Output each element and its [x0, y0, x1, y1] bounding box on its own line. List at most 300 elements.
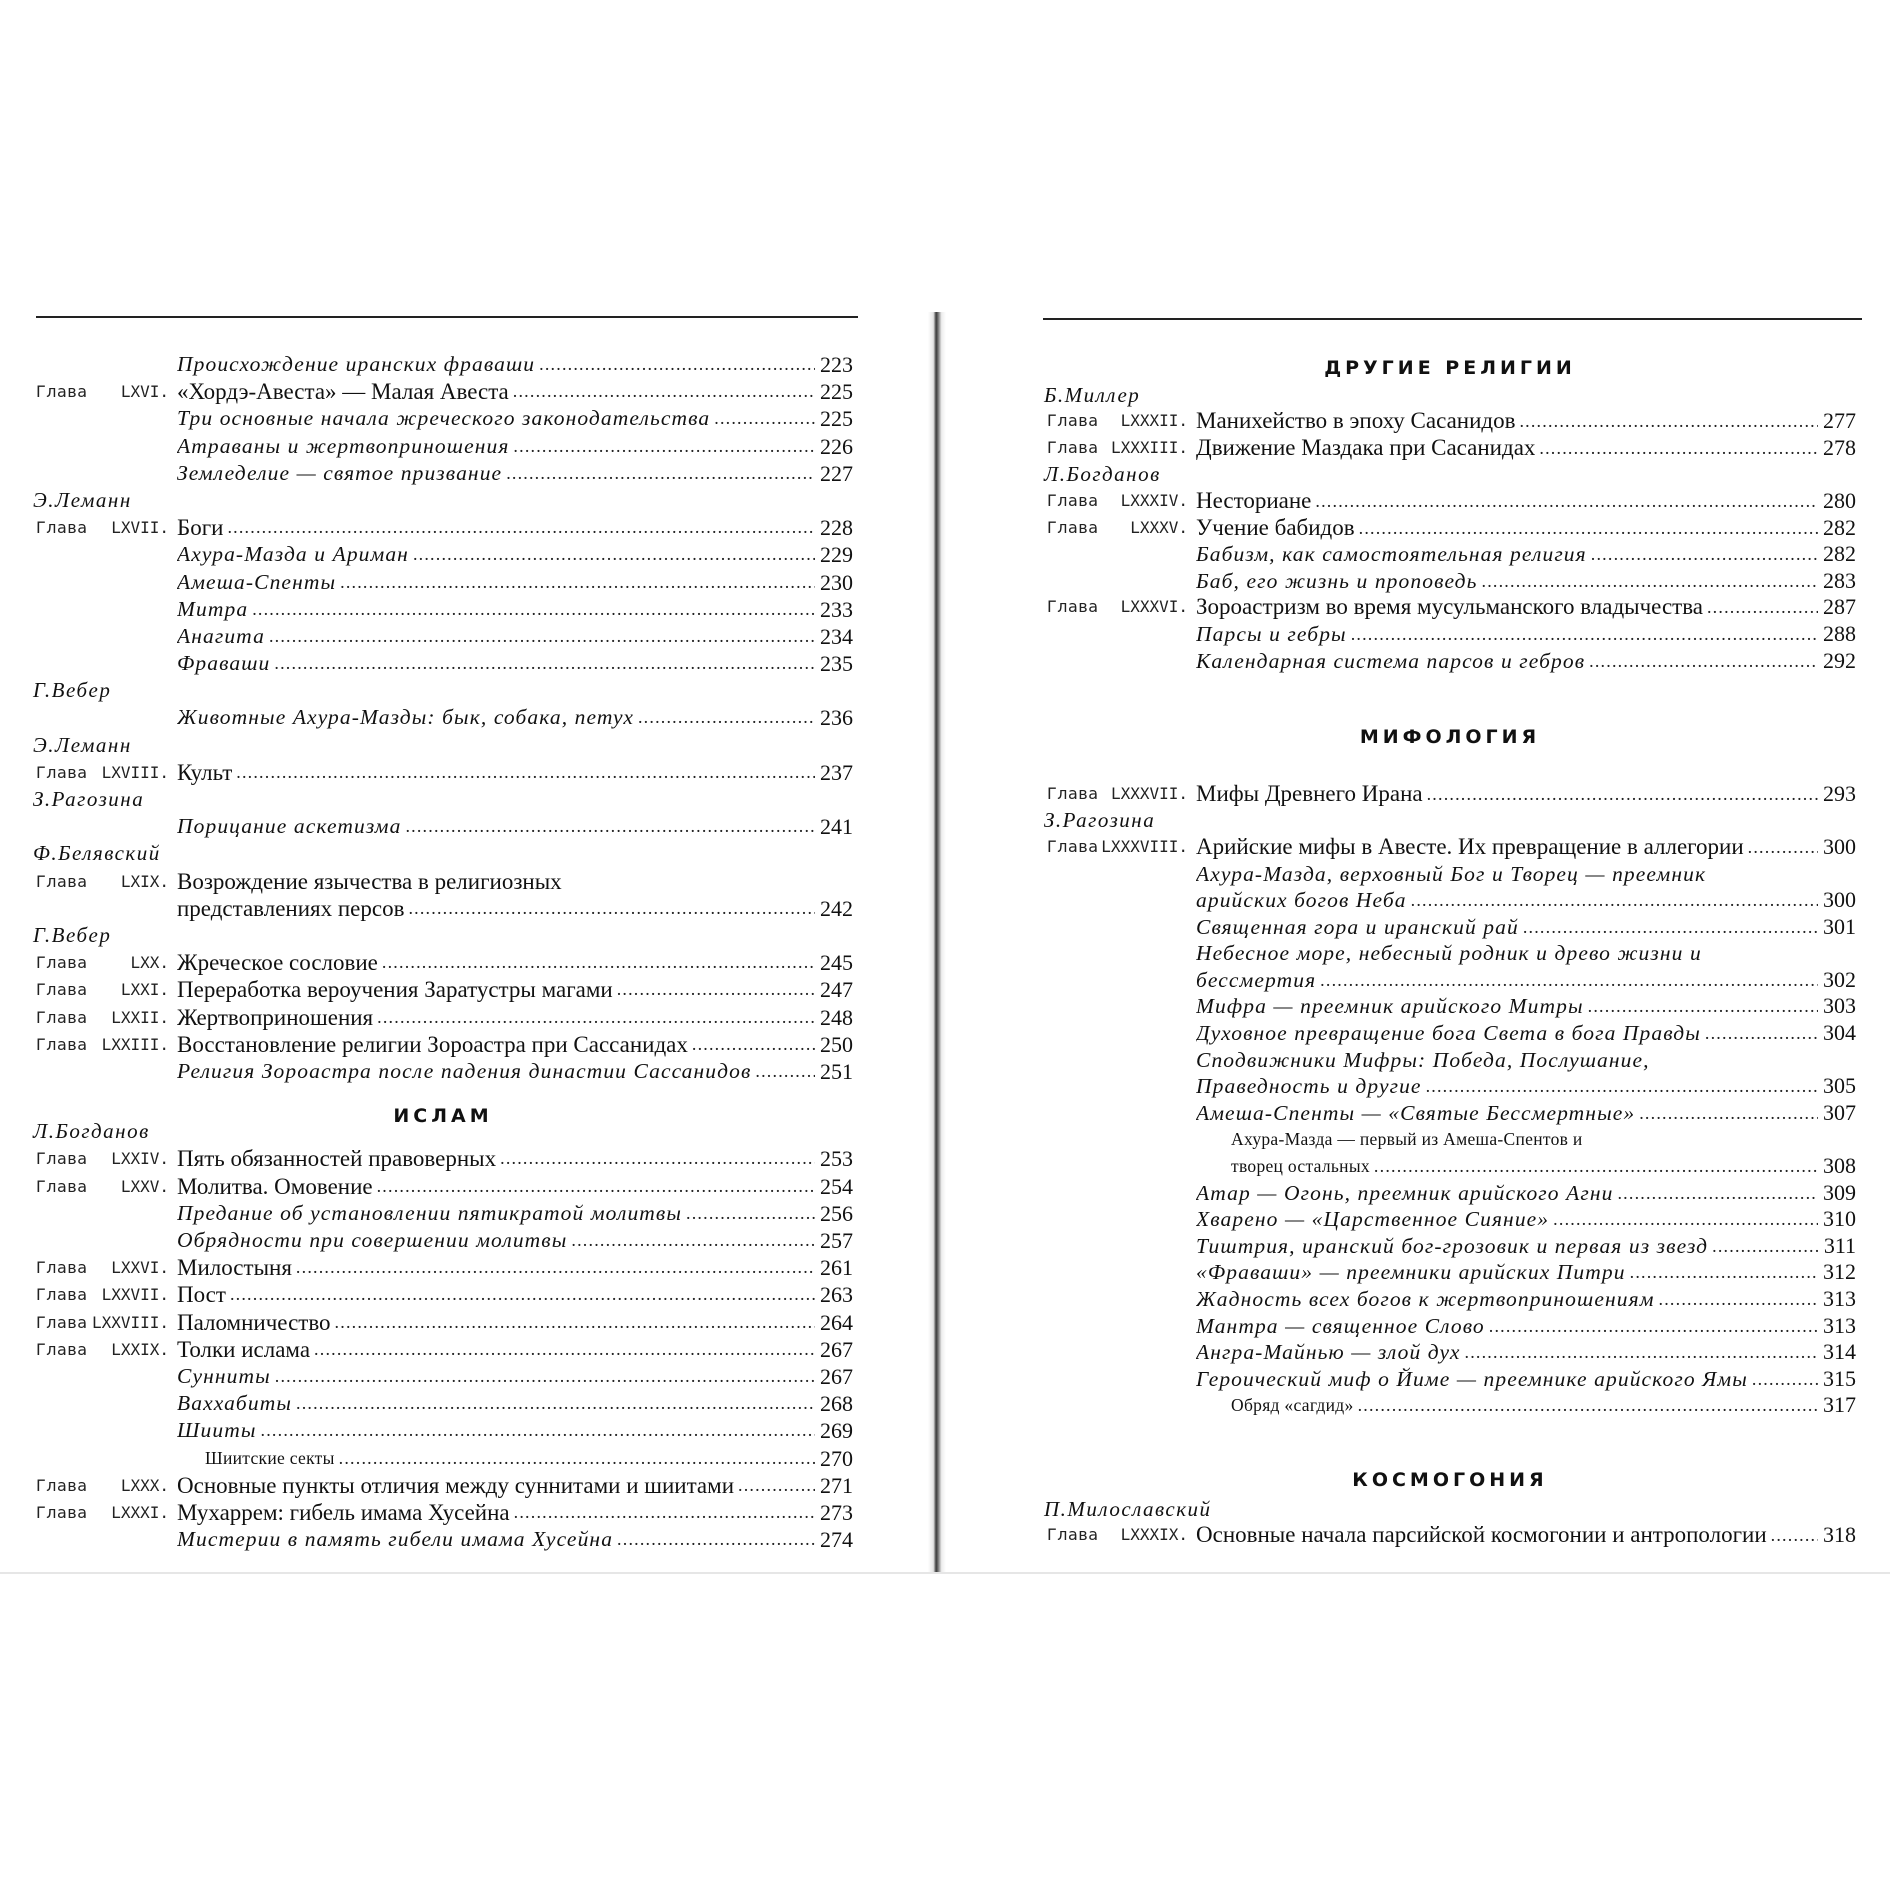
chapter-row	[1044, 435, 1856, 462]
entry-title: Порицание аскетизма	[177, 814, 402, 839]
chapter-label-box	[33, 1281, 177, 1308]
page-number: 313	[1823, 1312, 1856, 1338]
right-page-contents	[1044, 355, 1856, 1549]
page-bottom-edge	[0, 1572, 1890, 1574]
page-number: 229	[820, 542, 853, 568]
chapter-label: Глава	[1047, 437, 1099, 457]
entry-title: Животные Ахура-Мазды: бык, собака, петух	[177, 705, 634, 730]
entry-title: Фраваши	[177, 651, 271, 676]
dot-leader	[686, 1200, 815, 1227]
dot-leader	[1588, 993, 1818, 1020]
entry-title: Анагита	[177, 623, 265, 648]
page-number: 270	[820, 1445, 853, 1471]
dot-leader	[274, 650, 815, 677]
chapter-label: Глава	[1047, 783, 1099, 803]
book-gutter	[928, 312, 946, 1574]
chapter-label-box	[1044, 515, 1196, 542]
dot-leader	[275, 1363, 815, 1390]
page-number: 288	[1823, 620, 1856, 646]
entry-title: Ахура-Мазда — первый из Амеша-Спентов и	[1231, 1129, 1583, 1150]
entry-title: Баб, его жизнь и проповедь	[1196, 568, 1478, 593]
chapter-numeral: LXVI.	[120, 382, 169, 402]
chapter-numeral: LXXXI.	[111, 1502, 169, 1522]
dot-leader	[1489, 1313, 1818, 1340]
chapter-label-box	[33, 1145, 177, 1172]
author-name: Б.Миллер	[1044, 382, 1141, 407]
chapter-numeral: LXXIV.	[111, 1149, 169, 1169]
subsection-row	[33, 1390, 853, 1417]
page-number: 313	[1823, 1286, 1856, 1311]
entry-title: Хварено — «Царственное Сияние»	[1196, 1207, 1550, 1232]
entry-title: Толки ислама	[177, 1336, 311, 1362]
entry-title: Мифра — преемник арийского Митры	[1196, 994, 1584, 1019]
entry-title: Жертвоприношения	[177, 1004, 374, 1030]
entry-title: Мифы Древнего Ирана	[1196, 780, 1423, 806]
left-page-contents	[33, 351, 853, 1553]
page-number: 311	[1823, 1232, 1856, 1258]
entry-title: Переработка вероучения Заратустры магами	[177, 977, 613, 1003]
chapter-row	[33, 759, 853, 786]
subsection-row	[1044, 1313, 1856, 1340]
entry-title: Мантра — священное Слово	[1196, 1313, 1485, 1338]
dot-leader	[1589, 648, 1818, 675]
chapter-label: Глава	[36, 953, 88, 973]
chapter-label: Глава	[36, 1176, 88, 1196]
subsection-row	[1044, 967, 1856, 994]
page-number: 301	[1823, 913, 1856, 939]
dot-leader	[269, 623, 815, 650]
page-number: 300	[1823, 833, 1856, 859]
page-number: 303	[1823, 993, 1856, 1019]
entry-title: Основные начала парсийской космогонии и антропологии	[1196, 1522, 1767, 1548]
chapter-numeral: LXXVIII.	[91, 1312, 169, 1332]
page-number: 280	[1823, 487, 1856, 513]
chapter-row	[33, 1309, 853, 1336]
chapter-label-box	[33, 759, 177, 786]
page-number: 236	[820, 705, 853, 731]
subsection-row	[1044, 1286, 1856, 1313]
chapter-row	[33, 976, 853, 1003]
entry-title: Амеша-Спенты — «Святые Бессмертные»	[1196, 1100, 1636, 1125]
page-number: 223	[820, 352, 853, 377]
chapter-label-box	[33, 976, 177, 1003]
entry-title: Религия Зороастра после падения династии Сассанидов	[177, 1058, 752, 1083]
page-number: 293	[1823, 780, 1856, 806]
chapter-row-continued	[33, 895, 853, 922]
chapter-numeral: LXXII.	[111, 1007, 169, 1027]
entry-title: Три основные начала жреческого законодательства	[177, 406, 711, 431]
chapter-label: Глава	[36, 1339, 88, 1359]
page-number: 268	[820, 1391, 853, 1417]
chapter-label: Глава	[1047, 836, 1099, 856]
page-number: 300	[1823, 887, 1856, 913]
page-number: 257	[820, 1228, 853, 1253]
dot-leader	[377, 1173, 815, 1200]
subsection-row	[33, 569, 853, 596]
entry-title: Обрядности при совершении молитвы	[177, 1228, 568, 1252]
chapter-numeral: LXXX.	[120, 1475, 169, 1495]
dot-leader	[513, 433, 815, 460]
dot-leader	[335, 1309, 815, 1336]
subsection-row	[33, 351, 853, 378]
subsection-row	[33, 1526, 853, 1553]
entry-title: арийских богов Неба	[1196, 888, 1407, 913]
page-number: 228	[820, 515, 853, 541]
entry-title: Атраваны и жертвоприношения	[177, 433, 510, 458]
page-number: 302	[1823, 966, 1856, 992]
page-number: 309	[1823, 1179, 1856, 1205]
subsection-row	[33, 460, 853, 487]
dot-leader	[1712, 1233, 1818, 1260]
entry-title: Земледелие — святое призвание	[177, 460, 503, 485]
chapter-row	[33, 1173, 853, 1200]
chapter-row	[33, 949, 853, 976]
chapter-numeral: LXXVI.	[111, 1258, 169, 1278]
entry-title: Зороастризм во время мусульманского владычества	[1196, 594, 1703, 620]
dot-leader	[296, 1254, 815, 1281]
chapter-label-box	[33, 1336, 177, 1363]
chapter-row	[33, 1336, 853, 1363]
entry-title: Манихейство в эпоху Сасанидов	[1196, 408, 1516, 434]
page-number: 269	[820, 1418, 853, 1444]
chapter-label: Глава	[36, 1475, 88, 1495]
dot-leader	[1519, 408, 1818, 435]
entry-title: Жадность всех богов к жертвоприношениям	[1196, 1287, 1655, 1311]
chapter-row	[33, 1145, 853, 1172]
chapter-numeral: LXXXVI.	[1120, 597, 1188, 617]
page-number: 250	[820, 1031, 853, 1057]
author-name: З.Рагозина	[33, 787, 145, 811]
dot-leader	[738, 1472, 815, 1499]
dot-leader	[1748, 834, 1818, 861]
page-number: 282	[1823, 541, 1856, 567]
page-number: 230	[820, 569, 853, 595]
subsection-row	[1044, 940, 1856, 967]
dot-leader	[571, 1227, 815, 1254]
subsection-row	[33, 704, 853, 731]
author-name: З.Рагозина	[1044, 808, 1156, 833]
chapter-label: Глава	[36, 1285, 88, 1305]
entry-title: бессмертия	[1196, 967, 1317, 992]
chapter-row	[1044, 408, 1856, 435]
page-number: 315	[1823, 1365, 1856, 1391]
subsection-row	[33, 1363, 853, 1390]
chapter-row	[33, 378, 853, 405]
entry-title: Паломничество	[177, 1309, 331, 1335]
chapter-label: Глава	[36, 1258, 88, 1278]
dot-leader	[340, 569, 815, 596]
entry-title: Молитва. Омовение	[177, 1173, 373, 1199]
entry-title: Ваххабиты	[177, 1391, 292, 1416]
dot-leader	[377, 1004, 815, 1031]
chapter-numeral: LXXXVIII.	[1101, 836, 1188, 856]
page-number: 248	[820, 1004, 853, 1030]
author-name: Г.Вебер	[33, 922, 112, 947]
chapter-label: Глава	[36, 1312, 88, 1332]
subsection-row	[1044, 887, 1856, 914]
chapter-label: Глава	[36, 762, 88, 782]
chapter-numeral: LXXXIII.	[1110, 437, 1188, 457]
chapter-numeral: LXXXIX.	[1120, 1525, 1188, 1545]
dot-leader	[1705, 1020, 1818, 1047]
page-number: 242	[820, 895, 853, 921]
dot-leader	[539, 351, 815, 378]
dot-leader	[405, 813, 815, 840]
chapter-label-box	[33, 1472, 177, 1499]
dot-leader	[1427, 781, 1818, 808]
chapter-label: Глава	[1047, 517, 1099, 537]
page-number: 263	[820, 1282, 853, 1308]
chapter-row	[1044, 488, 1856, 515]
chapter-label: Глава	[36, 1502, 88, 1522]
subsection-row	[33, 813, 853, 840]
entry-title: Пять обязанностей правоверных	[177, 1146, 497, 1172]
entry-title: Обряд «сагдид»	[1231, 1395, 1354, 1416]
chapter-numeral: LXVIII.	[101, 762, 169, 782]
dot-leader	[314, 1336, 815, 1363]
chapter-label-box	[33, 378, 177, 405]
subsection-row	[1044, 648, 1856, 675]
dot-leader	[714, 405, 815, 432]
dot-leader	[1374, 1153, 1818, 1180]
page-number: 292	[1823, 647, 1856, 673]
dot-leader	[1707, 594, 1818, 621]
chapter-label-box	[33, 949, 177, 976]
chapter-numeral: LXXVII.	[101, 1285, 169, 1305]
dot-leader	[1359, 515, 1818, 542]
subsection-row	[1044, 993, 1856, 1020]
chapter-label: Глава	[36, 1149, 88, 1169]
entry-title: Шииты	[177, 1418, 257, 1443]
dot-leader	[617, 1526, 815, 1553]
page-number: 251	[820, 1058, 853, 1084]
subsection-row	[33, 1200, 853, 1227]
page-number: 241	[820, 814, 853, 840]
author-name: Э.Леманн	[33, 732, 132, 757]
entry-title: Культ	[177, 759, 233, 785]
page-number: 271	[820, 1472, 853, 1498]
entry-title: Мухаррем: гибель имама Хусейна	[177, 1499, 510, 1525]
entry-title: Жреческое сословие	[177, 950, 378, 976]
chapter-label-box	[1044, 435, 1196, 462]
subsection-row	[1044, 1100, 1856, 1127]
entry-title: Пост	[177, 1282, 226, 1308]
page-number: 304	[1823, 1020, 1856, 1046]
entry-title: Милостыня	[177, 1255, 292, 1281]
chapter-label-box	[33, 1004, 177, 1031]
right-page-header-rule	[1043, 318, 1862, 320]
dot-leader	[1482, 568, 1819, 595]
page-number: 310	[1823, 1206, 1856, 1232]
chapter-numeral: LXX.	[130, 953, 169, 973]
subsection-row	[33, 433, 853, 460]
entry-title: представлениях персов	[177, 895, 405, 921]
chapter-numeral: LXXIX.	[111, 1339, 169, 1359]
dot-leader	[296, 1390, 815, 1417]
entry-title: Учение бабидов	[1196, 514, 1355, 540]
chapter-row	[33, 1004, 853, 1031]
page-number: 277	[1823, 408, 1856, 434]
dot-leader	[1315, 488, 1818, 515]
entry-title: Ахура-Мазда, верховный Бог и Творец — преемник	[1196, 861, 1707, 886]
chapter-label: Глава	[36, 382, 88, 402]
chapter-row	[1044, 781, 1856, 808]
entry-title: Предание об установлении пятикратой молитвы	[177, 1200, 683, 1225]
entry-title: творец остальных	[1231, 1156, 1370, 1177]
chapter-label-box	[1044, 594, 1196, 621]
chapter-label: Глава	[1047, 411, 1099, 431]
subsection-row	[1044, 1180, 1856, 1207]
entry-title: Митра	[177, 596, 249, 621]
dot-leader	[617, 976, 815, 1003]
entry-title: Сунниты	[177, 1363, 271, 1388]
subsection-row	[1044, 1020, 1856, 1047]
entry-title: Ангра-Майнью — злой дух	[1196, 1340, 1461, 1365]
subsection-row	[1044, 914, 1856, 941]
page-number: 282	[1823, 514, 1856, 540]
subsection-row	[1044, 1233, 1856, 1260]
subsection-row	[33, 1227, 853, 1254]
page-number: 308	[1823, 1153, 1856, 1179]
chapter-label: Глава	[1047, 490, 1099, 510]
entry-title: Сподвижники Мифры: Победа, Послушание,	[1196, 1047, 1650, 1072]
chapter-numeral: LXIX.	[120, 871, 169, 891]
page-number: 267	[820, 1336, 853, 1362]
entry-title: Небесное море, небесный родник и древо жизни и	[1196, 941, 1702, 966]
chapter-numeral: LXXIII.	[101, 1034, 169, 1054]
chapter-label: Глава	[36, 871, 88, 891]
section-heading: ИСЛАМ	[393, 1105, 493, 1128]
author-name: П.Милославский	[1044, 1496, 1212, 1521]
dot-leader	[230, 1281, 815, 1308]
entry-title: Праведность и другие	[1196, 1074, 1422, 1099]
entry-title: «Фраваши» — преемники арийских Питри	[1196, 1260, 1626, 1285]
dot-leader	[755, 1058, 815, 1085]
page-number: 225	[820, 379, 853, 405]
subsection-row	[1044, 1366, 1856, 1393]
subsection-row	[1044, 1073, 1856, 1100]
page-number: 261	[820, 1255, 853, 1281]
dot-leader	[1465, 1339, 1819, 1366]
page-number: 264	[820, 1309, 853, 1335]
entry-title: Героический миф о Йиме — преемнике арийского Ямы	[1196, 1366, 1748, 1391]
dot-leader	[1630, 1259, 1818, 1286]
entry-title: Несториане	[1196, 487, 1312, 513]
author-name: Г.Вебер	[33, 678, 112, 703]
section-heading: ДРУГИЕ РЕЛИГИИ	[1324, 357, 1576, 379]
entry-title: Священная гора и иранский рай	[1196, 914, 1519, 939]
author-name: Э.Леманн	[33, 487, 132, 512]
entry-title: Движение Маздака при Сасанидах	[1196, 434, 1536, 460]
dot-leader	[1553, 1206, 1818, 1233]
dot-leader	[506, 460, 815, 487]
page-number: 256	[820, 1200, 853, 1226]
section-heading: МИФОЛОГИЯ	[1359, 726, 1541, 749]
dot-leader	[408, 895, 815, 922]
section-heading: КОСМОГОНИЯ	[1352, 1468, 1548, 1491]
page-number: 235	[820, 651, 853, 677]
dot-leader	[1591, 541, 1818, 568]
subsection-row	[1044, 1339, 1856, 1366]
dot-leader	[339, 1445, 815, 1472]
page-number: 226	[820, 433, 853, 459]
dot-leader	[1617, 1180, 1818, 1207]
subsection-minor-row	[1044, 1126, 1856, 1153]
chapter-row	[1044, 515, 1856, 542]
dot-leader	[413, 541, 815, 568]
subsection-minor-row	[1044, 1392, 1856, 1419]
page-number: 307	[1823, 1099, 1856, 1125]
entry-title: Атар — Огонь, преемник арийского Агни	[1196, 1180, 1614, 1205]
chapter-row	[33, 1281, 853, 1308]
subsection-row	[1044, 621, 1856, 648]
dot-leader	[1659, 1286, 1818, 1313]
dot-leader	[1523, 914, 1818, 941]
chapter-label-box	[1044, 488, 1196, 515]
chapter-row	[33, 868, 853, 895]
entry-title: Восстановление религии Зороастра при Сассанидах	[177, 1031, 688, 1057]
chapter-numeral: LXXXII.	[1120, 411, 1188, 431]
page-number: 317	[1823, 1392, 1856, 1418]
page-number: 225	[820, 406, 853, 432]
chapter-numeral: LXXV.	[120, 1176, 169, 1196]
chapter-label-box	[1044, 408, 1196, 435]
chapter-label-box	[33, 1254, 177, 1281]
page-number: 227	[820, 460, 853, 486]
page-number: 267	[820, 1363, 853, 1389]
page-number: 318	[1823, 1522, 1856, 1548]
page-number: 314	[1823, 1339, 1856, 1365]
chapter-numeral: LXXXIV.	[1120, 490, 1188, 510]
chapter-label-box	[1044, 1522, 1196, 1549]
entry-title: Арийские мифы в Авесте. Их превращение в аллегории	[1196, 833, 1744, 859]
chapter-label-box	[1044, 781, 1196, 808]
subsection-row	[1044, 1047, 1856, 1074]
author-name: Ф.Белявский	[33, 841, 161, 866]
dot-leader	[1358, 1392, 1818, 1419]
author-name: Л.Богданов	[1044, 462, 1161, 487]
chapter-label: Глава	[36, 1034, 88, 1054]
entry-title: Боги	[177, 515, 224, 541]
chapter-label: Глава	[36, 518, 88, 538]
chapter-numeral: LXXXVII.	[1110, 783, 1188, 803]
dot-leader	[261, 1417, 815, 1444]
entry-title: Парсы и гебры	[1196, 621, 1347, 646]
subsection-row	[33, 623, 853, 650]
entry-title: Календарная система парсов и гебров	[1196, 648, 1586, 673]
dot-leader	[382, 949, 815, 976]
dot-leader	[1752, 1366, 1818, 1393]
dot-leader	[513, 378, 815, 405]
page-number: 253	[820, 1146, 853, 1172]
entry-title: «Хордэ-Авеста» — Малая Авеста	[177, 379, 509, 405]
chapter-label-box	[33, 1309, 177, 1336]
entry-title: Бабизм, как самостоятельная религия	[1196, 542, 1587, 567]
subsection-row	[33, 405, 853, 432]
dot-leader	[1426, 1073, 1818, 1100]
page-number: 273	[820, 1499, 853, 1525]
chapter-row	[33, 1499, 853, 1526]
dot-leader	[514, 1499, 815, 1526]
author-name: Л.Богданов	[33, 1119, 150, 1144]
dot-leader	[1320, 967, 1818, 994]
left-page-header-rule	[36, 316, 858, 318]
page-number: 283	[1823, 567, 1856, 593]
entry-title: Ахура-Мазда и Ариман	[177, 542, 409, 567]
entry-title: Происхождение иранских фраваши	[177, 352, 536, 376]
dot-leader	[1771, 1522, 1818, 1549]
page-number: 247	[820, 977, 853, 1003]
